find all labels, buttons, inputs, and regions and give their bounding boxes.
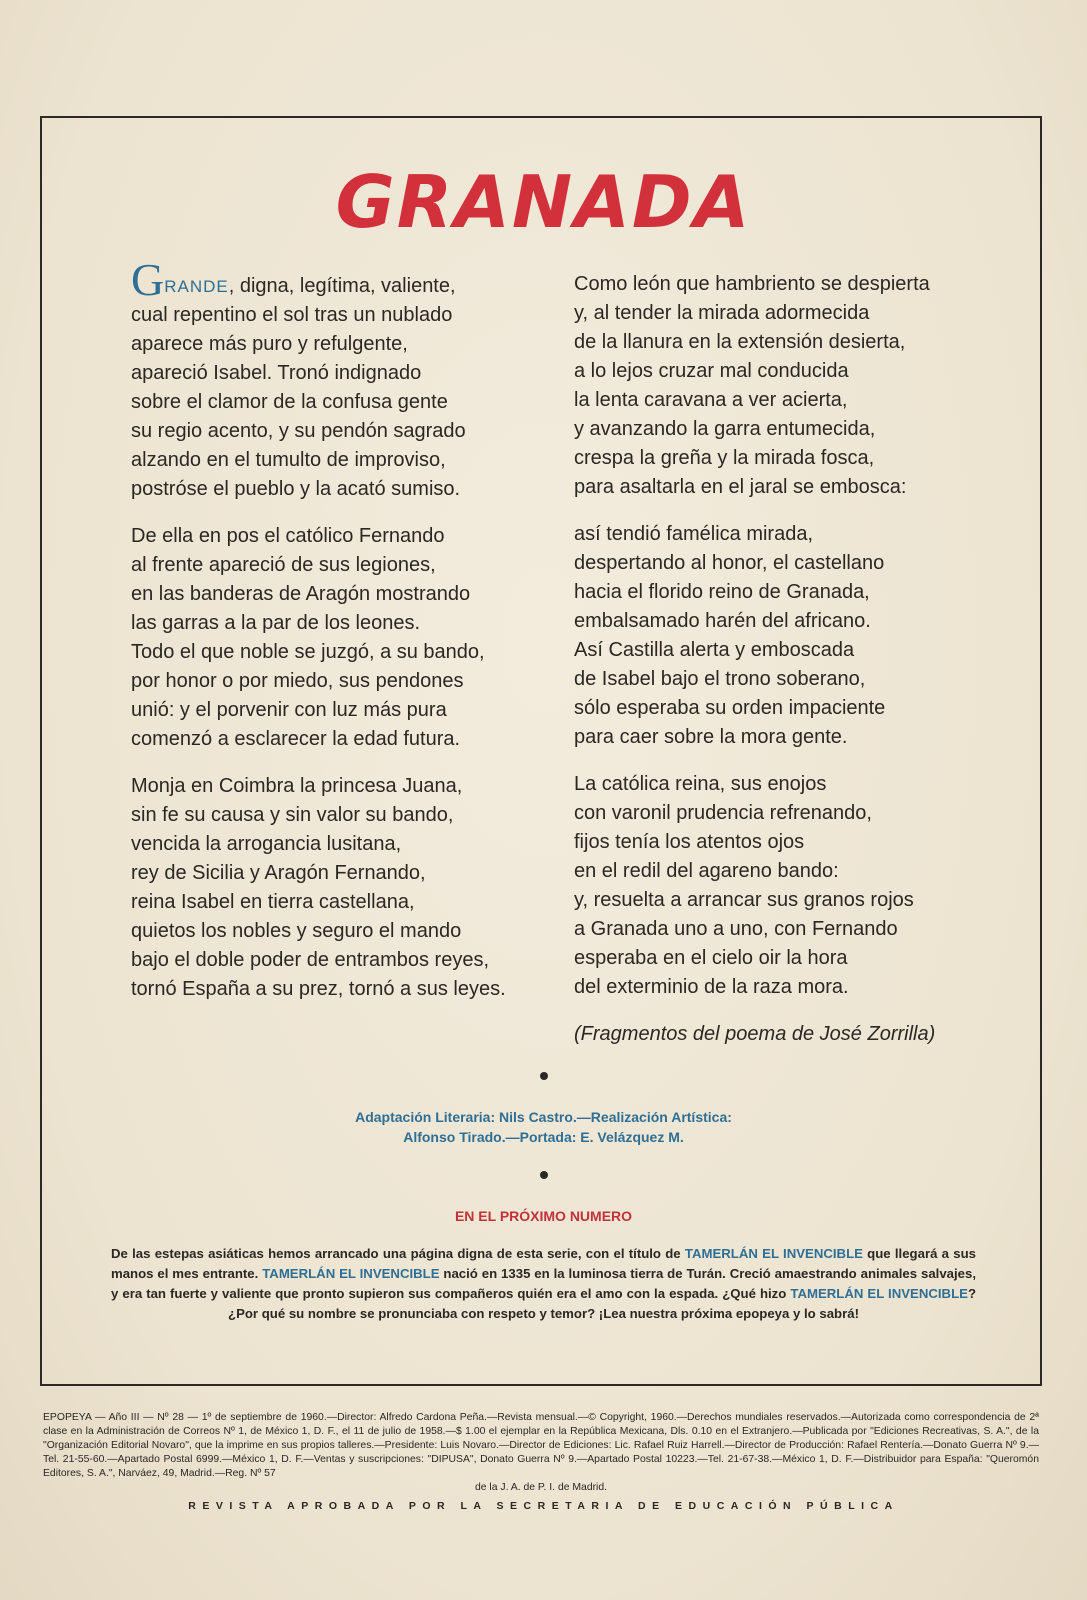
next-issue-segment: que llegará a sus manos el mes entrante.	[111, 1246, 976, 1281]
poem-line: para caer sobre la mora gente.	[574, 726, 848, 748]
next-issue-segment: De las estepas asiáticas hemos arrancado una página digna de esta serie, con el título de	[111, 1246, 685, 1261]
poem-line: postróse el pueblo y la acató sumiso.	[131, 478, 461, 500]
poem-line: reina Isabel en tierra castellana,	[131, 891, 415, 913]
poem-line: sobre el clamor de la confusa gente	[131, 391, 448, 413]
poem-line: La católica reina, sus enojos	[574, 773, 827, 795]
approval-notice: REVISTA APROBADA POR LA SECRETARIA DE EDUCACIÓN PÚBLICA	[188, 1500, 899, 1512]
first-word: RANDE	[164, 277, 229, 296]
drop-cap: G	[131, 254, 165, 305]
publication-info-text: EPOPEYA — Año III — Nº 28 — 1º de septiembre de 1960.—Director: Alfredo Cardona Peña.—Revista mensual.—© Copyright, 1960.—Derechos mundiales reservados.—Autorizada como correspondencia de 2ª clase en la Administración de Correos Nº 1, de México 1, D. F., el 11 de julio de 1958.—$ 1.00 el ejemplar en la República Mexicana, Dls. 0.10 en el Extranjero.—Publicada por "Ediciones Recreativas, S. A.", de la "Organización Editorial Novaro", que la imprime en sus propios talleres.—Presidente: Luis Novaro.—Director de Ediciones: Lic. Rafael Ruiz Harrell.—Director de Producción: Rafael Rentería.—Donato Guerra Nº 9.—Tel. 21-55-60.—Apartado Postal 6999.—México 1, D. F.—Ventas y suscripciones: "DIPUSA", Donato Guerra Nº 9.—Apartado Postal 10223.—Tel. 21-67-38.—México 1, D. F.—Distribuidor para España: "Queromón Editores, S. A.", Narváez, 49, Madrid.—Reg. Nº 57	[43, 1412, 1039, 1479]
poem-stanza	[574, 520, 994, 752]
poem-line: De ella en pos el católico Fernando	[131, 525, 445, 547]
credits-line: Alfonso Tirado.—Portada: E. Velázquez M.	[403, 1129, 684, 1145]
poem-line: en las banderas de Aragón mostrando	[131, 583, 471, 605]
poem-line: del exterminio de la raza mora.	[574, 976, 849, 998]
poem-line: rey de Sicilia y Aragón Fernando,	[131, 862, 426, 884]
poem-line: vencida la arrogancia lusitana,	[131, 833, 402, 855]
next-issue-segment: ? ¿Por qué su nombre se pronunciaba con respeto y temor? ¡Lea nuestra próxima epopeya y lo sabrá!	[228, 1286, 976, 1321]
poem-line: para asaltarla en el jaral se embosca:	[574, 476, 907, 498]
poem-line: Así Castilla alerta y emboscada	[574, 639, 855, 661]
poem-line	[131, 254, 551, 305]
poem-line: aparece más puro y refulgente,	[131, 333, 408, 355]
poem-line: y avanzando la garra entumecida,	[574, 418, 876, 440]
poem-stanza	[131, 254, 551, 504]
separator-bullet	[540, 1171, 548, 1179]
poem-stanza	[131, 522, 551, 754]
next-issue-text	[111, 1244, 976, 1324]
poem-line: hacia el florido reino de Granada,	[574, 581, 870, 603]
poem-line: Todo el que noble se juzgó, a su bando,	[131, 641, 485, 663]
next-issue-title: TAMERLÁN EL INVENCIBLE	[684, 1246, 863, 1261]
poem-line: Como león que hambriento se despierta	[574, 273, 930, 295]
publication-info-last: de la J. A. de P. I. de Madrid.	[474, 1482, 608, 1493]
poem-stanza	[574, 770, 994, 1002]
poem-line: y, resuelta a arrancar sus granos rojos	[574, 889, 914, 911]
poem-line: en el redil del agareno bando:	[574, 860, 839, 882]
poem-line: a Granada uno a uno, con Fernando	[574, 918, 898, 940]
poem-line: sin fe su causa y sin valor su bando,	[131, 804, 454, 826]
next-issue-title: TAMERLÁN EL INVENCIBLE	[790, 1286, 968, 1301]
poem-line: despertando al honor, el castellano	[574, 552, 885, 574]
credits	[0, 1107, 1087, 1147]
poem-column-right	[574, 270, 994, 1049]
poem-line: así tendió famélica mirada,	[574, 523, 814, 545]
poem-line: sólo esperaba su orden impaciente	[574, 697, 886, 719]
poem-column-left	[131, 254, 551, 1022]
poem-line: fijos tenía los atentos ojos	[574, 831, 805, 853]
credits-line: Adaptación Literaria: Nils Castro.—Realización Artística:	[355, 1109, 732, 1125]
poem-line: su regio acento, y su pendón sagrado	[131, 420, 466, 442]
poem-line: comenzó a esclarecer la edad futura.	[131, 728, 461, 750]
poem-line: apareció Isabel. Tronó indignado	[131, 362, 422, 384]
page-title: GRANADA	[335, 160, 752, 244]
separator-bullet	[540, 1072, 548, 1080]
poem-line: esperaba en el cielo oir la hora	[574, 947, 848, 969]
poem-line: quietos los nobles y seguro el mando	[131, 920, 462, 942]
poem-line: alzando en el tumulto de improviso,	[131, 449, 446, 471]
poem-line: unió: y el porvenir con luz más pura	[131, 699, 447, 721]
poem-source: (Fragmentos del poema de José Zorrilla)	[574, 1023, 936, 1045]
poem-line: Monja en Coimbra la princesa Juana,	[131, 775, 463, 797]
poem-line: cual repentino el sol tras un nublado	[131, 304, 453, 326]
poem-line: con varonil prudencia refrenando,	[574, 802, 872, 824]
poem-stanza	[574, 270, 994, 502]
first-line-rest: , digna, legítima, valiente,	[228, 275, 456, 297]
next-issue-heading: EN EL PRÓXIMO NUMERO	[454, 1208, 633, 1224]
poem-line: a lo lejos cruzar mal conducida	[574, 360, 849, 382]
poem-line: las garras a la par de los leones.	[131, 612, 421, 634]
poem-line: la lenta caravana a ver acierta,	[574, 389, 848, 411]
poem-line: de Isabel bajo el trono soberano,	[574, 668, 866, 690]
poem-line: por honor o por miedo, sus pendones	[131, 670, 464, 692]
poem-line: al frente apareció de sus legiones,	[131, 554, 436, 576]
poem-line: de la llanura en la extensión desierta,	[574, 331, 906, 353]
next-issue-title: TAMERLÁN EL INVENCIBLE	[262, 1266, 440, 1281]
poem-line: tornó España a su prez, tornó a sus leyes.	[131, 978, 506, 1000]
publication-info	[43, 1411, 1039, 1495]
next-issue-segment: nació en 1335 en la luminosa tierra de Turán. Creció amaestrando animales salvajes, y era tan fuerte y valiente que pronto supieron sus compañeros quién era el amo con la espada. ¿Qué hizo	[111, 1266, 976, 1301]
poem-line: bajo el doble poder de entrambos reyes,	[131, 949, 490, 971]
poem-stanza	[131, 772, 551, 1004]
poem-line: embalsamado harén del africano.	[574, 610, 871, 632]
poem-line: y, al tender la mirada adormecida	[574, 302, 870, 324]
poem-line: crespa la greña y la mirada fosca,	[574, 447, 875, 469]
